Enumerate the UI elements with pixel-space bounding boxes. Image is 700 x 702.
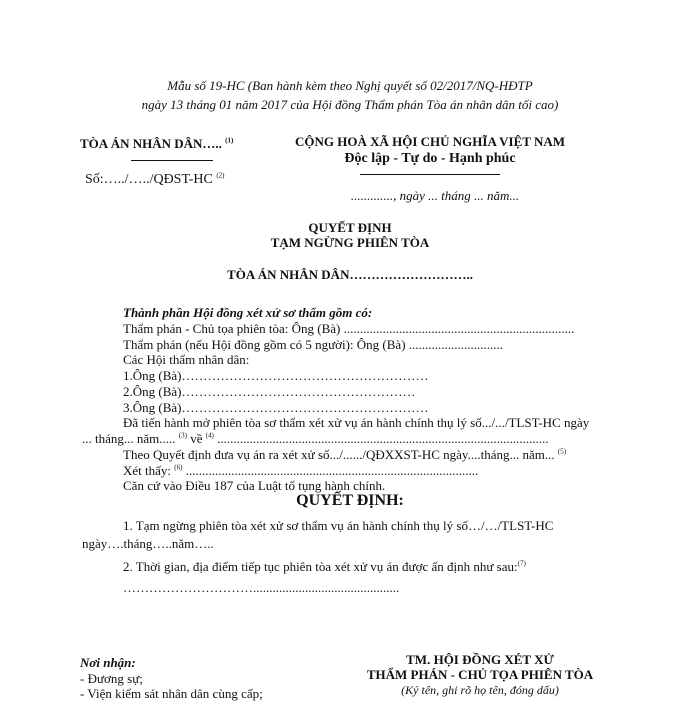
recipients-heading: Nơi nhận: bbox=[80, 655, 136, 670]
form-note-line1: Mẫu số 19-HC (Ban hành kèm theo Nghị quyết số 02/2017/NQ-HĐTP bbox=[167, 78, 533, 93]
signature-instruction: (Ký tên, ghi rõ họ tên, đóng dấu) bbox=[401, 683, 559, 697]
second-judge-line: Thẩm phán (nếu Hội đồng gồm có 5 người): Ông (Bà) ............................. bbox=[123, 337, 504, 352]
assessor-3-line: 3.Ông (Bà)………………………………………………… bbox=[123, 400, 429, 415]
document-subtitle: TẠM NGỪNG PHIÊN TÒA bbox=[270, 235, 430, 250]
assessors-label: Các Hội thẩm nhân dân: bbox=[123, 352, 250, 367]
decision-footnote: (5) bbox=[557, 447, 567, 456]
national-motto: Độc lập - Tự do - Hạnh phúc bbox=[344, 151, 516, 166]
signature-role: THẨM PHÁN - CHỦ TỌA PHIÊN TÒA bbox=[366, 667, 594, 682]
assessor-2-line: 2.Ông (Bà)……………………………………………… bbox=[123, 384, 416, 399]
decision-heading: QUYẾT ĐỊNH: bbox=[296, 492, 404, 509]
court-name: TÒA ÁN NHÂN DÂN….. $^{(1)}$ bbox=[80, 136, 234, 151]
nation-name: CỘNG HOÀ XÃ HỘI CHỦ NGHĨA VIỆT NAM bbox=[294, 134, 566, 149]
trial-footnote-3: (3) bbox=[178, 431, 187, 440]
decision-item-1: 1. Tạm ngừng phiên tòa xét xử sơ thẩm vụ án hành chính thụ lý số…/…/TLST-HC bbox=[123, 518, 554, 533]
decision-number: Số:…../…../QĐST-HC $^{(2)}$ bbox=[85, 171, 225, 187]
court-underline bbox=[131, 160, 213, 161]
motto-underline bbox=[360, 174, 500, 175]
trial-date-line: ... tháng... năm..... $^{(3)}$ về $^{(4)}$ ...................................................................................................... bbox=[82, 431, 549, 446]
issue-date: ............., ngày ... tháng ... năm... bbox=[350, 188, 520, 203]
form-note-line2: ngày 13 tháng 01 năm 2017 của Hội đồng Thẩm phán Tòa án nhân dân tối cao) bbox=[141, 97, 559, 112]
legal-basis-line: Căn cứ vào Điều 187 của Luật tố tụng hành chính. bbox=[123, 478, 386, 493]
trial-opened-line: Đã tiến hành mở phiên tòa sơ thẩm xét xử vụ án hành chính thụ lý số.../.../TLST-HC ngày bbox=[123, 415, 590, 430]
assessor-1-line: 1.Ông (Bà)………………………………………………… bbox=[123, 368, 429, 383]
recipient-item: - Đương sự; bbox=[80, 671, 143, 686]
decision-item-1-date: ngày….tháng…..năm….. bbox=[82, 536, 214, 551]
issuing-court-line: TÒA ÁN NHÂN DÂN……………………….. bbox=[227, 267, 473, 282]
considering-footnote: (6) bbox=[174, 463, 183, 472]
recipient-item: - Viện kiểm sát nhân dân cùng cấp; bbox=[80, 686, 263, 701]
court-footnote: (1) bbox=[225, 136, 234, 145]
signature-title: TM. HỘI ĐỒNG XÉT XỬ bbox=[406, 652, 554, 667]
panel-heading: Thành phần Hội đồng xét xử sơ thẩm gồm có: bbox=[123, 305, 373, 320]
decision-item-2-blank: …………………………............................................. bbox=[123, 580, 400, 595]
number-footnote: (2) bbox=[216, 171, 225, 180]
trial-decision-line: Theo Quyết định đưa vụ án ra xét xử số.../....../QĐXXST-HC ngày....tháng... năm... $^{(5)}$ bbox=[123, 447, 567, 462]
considering-line: Xét thấy: $^{(6)}$ .......................................................................................... bbox=[123, 463, 479, 478]
decision-item-2: 2. Thời gian, địa điểm tiếp tục phiên tòa xét xử vụ án được ấn định như sau:$^{(7)}$ bbox=[123, 559, 526, 574]
trial-footnote-4: (4) bbox=[205, 431, 214, 440]
presiding-judge-line: Thẩm phán - Chủ tọa phiên tòa: Ông (Bà) ....................................................................... bbox=[123, 321, 575, 336]
decision-item-2-footnote: (7) bbox=[517, 559, 526, 568]
document-title: QUYẾT ĐỊNH bbox=[308, 220, 392, 235]
